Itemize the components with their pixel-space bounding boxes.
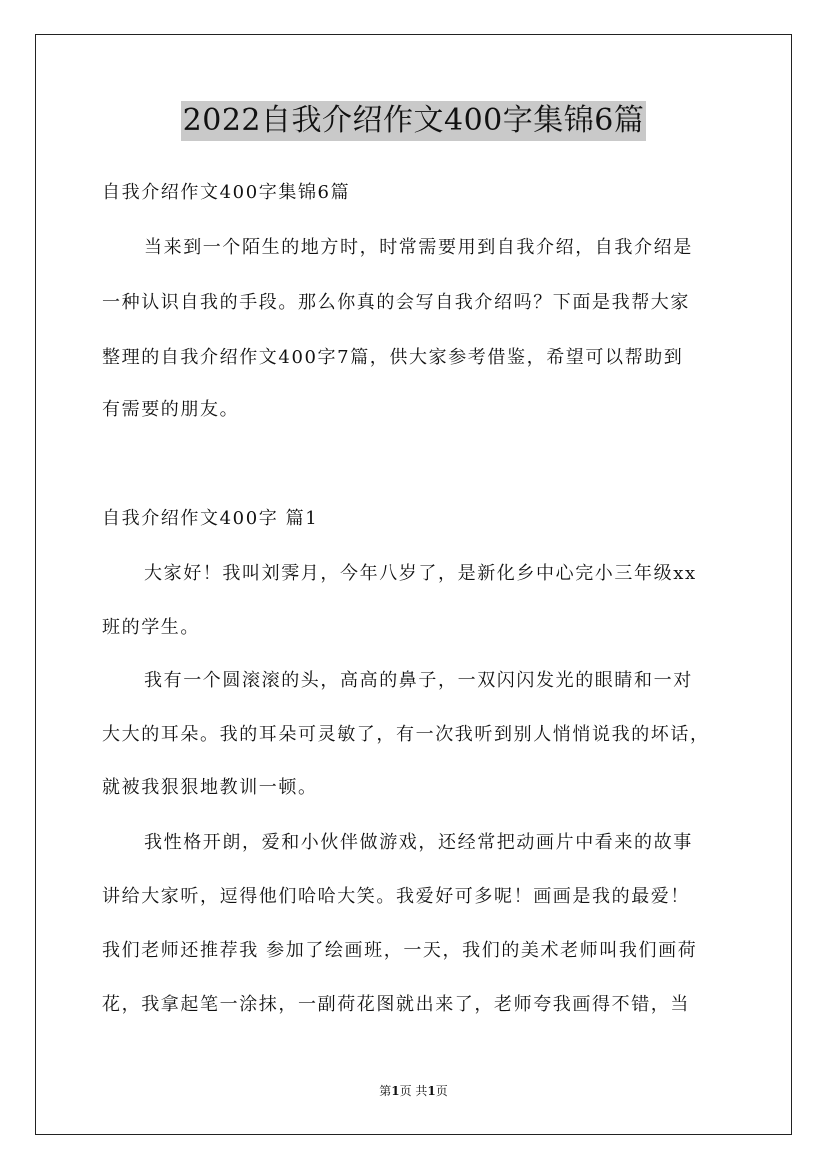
- section-heading: 自我介绍作文400字 篇1: [102, 508, 319, 529]
- body-line-2: 班的学生。: [102, 617, 200, 638]
- body-line-1: 大家好！我叫刘霁月，今年八岁了，是新化乡中心完小三年级xx: [144, 563, 697, 584]
- body-line-8: 我们老师还推荐我 参加了绘画班，一天，我们的美术老师叫我们画荷: [102, 940, 698, 961]
- footer-page-prefix: 第: [379, 1084, 392, 1098]
- body-line-9: 花，我拿起笔一涂抹，一副荷花图就出来了，老师夸我画得不错，当: [102, 994, 690, 1015]
- document-title: 2022自我介绍作文400字集锦6篇: [181, 101, 647, 141]
- footer-page-suffix: 页: [435, 1084, 448, 1098]
- intro-line-2: 一种认识自我的手段。那么你真的会写自我介绍吗？下面是我帮大家: [102, 292, 690, 313]
- body-line-5: 就被我狠狠地教训一顿。: [102, 777, 318, 798]
- title-container: [0, 101, 827, 141]
- body-line-4: 大大的耳朵。我的耳朵可灵敏了，有一次我听到别人悄悄说我的坏话，: [102, 724, 710, 745]
- footer-page-current: 1: [391, 1084, 400, 1098]
- document-subtitle: 自我介绍作文400字集锦6篇: [102, 182, 351, 203]
- footer-page-total: 1: [427, 1084, 436, 1098]
- intro-line-3: 整理的自我介绍作文400字7篇，供大家参考借鉴，希望可以帮助到: [102, 347, 684, 368]
- intro-line-4: 有需要的朋友。: [102, 399, 240, 420]
- body-line-6: 我性格开朗，爱和小伙伴做游戏，还经常把动画片中看来的故事: [144, 832, 693, 853]
- intro-line-1: 当来到一个陌生的地方时，时常需要用到自我介绍，自我介绍是: [144, 237, 693, 258]
- body-line-7: 讲给大家听，逗得他们哈哈大笑。我爱好可多呢！画画是我的最爱！: [102, 886, 690, 907]
- footer-page-mid: 页 共: [399, 1084, 428, 1098]
- page-footer: [0, 1083, 827, 1099]
- body-line-3: 我有一个圆滚滚的头，高高的鼻子，一双闪闪发光的眼睛和一对: [144, 670, 693, 691]
